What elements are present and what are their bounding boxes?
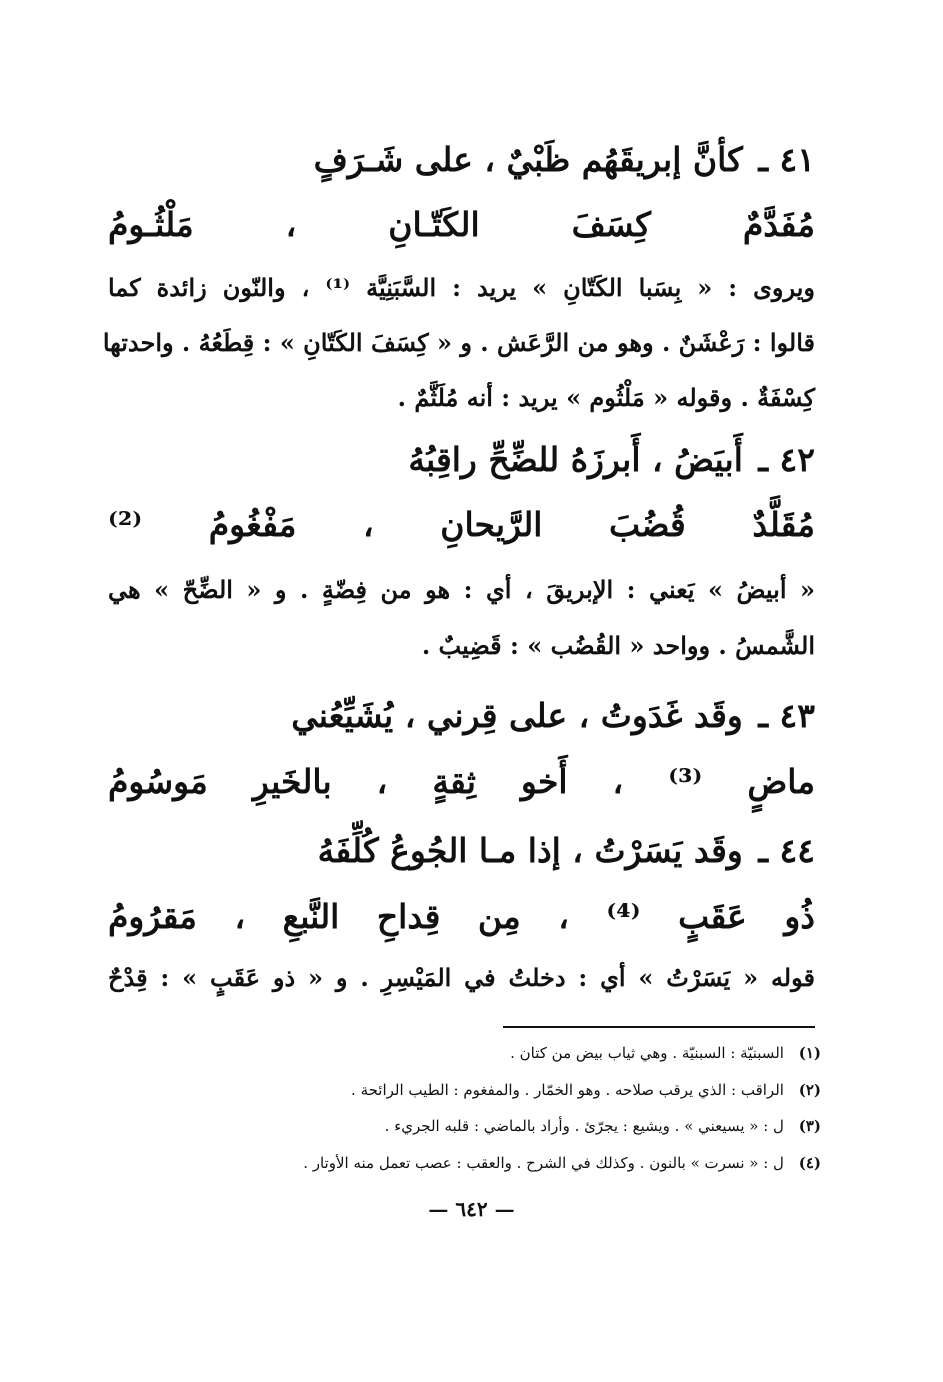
commentary-line: قوله « يَسَرْتُ » أي : دخلتُ في المَيْسِرِ . و « ذو عَقَبٍ » : قِدْحٌ bbox=[108, 963, 815, 992]
verse-number: ٤٢ ـ bbox=[758, 440, 815, 479]
footnote-number: (١) bbox=[798, 1044, 821, 1062]
commentary-line: ويروى : « بِسَبا الكَتّانِ » يريد : السَّبَنِيَّة ⁽¹⁾ ، والنّون زائدة كما bbox=[108, 273, 815, 302]
footnote-separator bbox=[503, 1026, 815, 1028]
verse-42-second-hemistich: مُقَلَّدٌ قُضُبَ الرَّيحانِ ، مَفْغُومُ ⁽²⁾ bbox=[108, 505, 815, 544]
hemistich-text: وقَد يَسَرْتُ ، إذا مـا الجُوعُ كُلِّفَهُ bbox=[317, 831, 743, 870]
footnote-number: (٢) bbox=[798, 1081, 821, 1099]
commentary-line: قالوا : رَعْشَنٌ . وهو من الرَّعَش . و « كِسَفَ الكَتّانِ » : قِطَعُهُ . واحدتها bbox=[102, 328, 815, 357]
footnote-3 bbox=[120, 1115, 821, 1137]
hemistich-text: كأنَّ إبريقَهُم ظَبْيٌ ، على شَـرَفٍ bbox=[313, 140, 743, 179]
footnote-number: (٤) bbox=[798, 1154, 821, 1172]
verse-43-second-hemistich: ماضٍ ⁽³⁾ ، أَخو ثِقةٍ ، بالخَيرِ مَوسُومُ bbox=[108, 762, 815, 801]
footnote-text: الراقب : الذي يرقب صلاحه . وهو الخمّار . والمفغوم : الطيب الرائحة . bbox=[351, 1081, 784, 1099]
verse-44-first-hemistich bbox=[108, 831, 815, 871]
verse-number: ٤٣ ـ bbox=[758, 696, 815, 735]
page-number: — ٦٤٢ — bbox=[428, 1197, 515, 1221]
commentary-line: كِسْفَةٌ . وقوله « مَلْثُوم » يريد : أنه مُلَثَّمٌ . bbox=[397, 383, 815, 412]
footnote-text: ل : « نسرت » بالنون . وكذلك في الشرح . والعقب : عصب تعمل منه الأوتار . bbox=[303, 1154, 784, 1172]
hemistich-text: وقَد غَدَوتُ ، على قِرني ، يُشَيِّعُني bbox=[291, 696, 743, 735]
verse-42-first-hemistich bbox=[108, 440, 815, 480]
verse-number: ٤٤ ـ bbox=[758, 831, 815, 870]
verse-41-first-hemistich bbox=[108, 140, 815, 180]
verse-41-second-hemistich: مُفَدَّمٌ كِسَفَ الكَتّـانِ ، مَلْثُـومُ bbox=[108, 205, 815, 244]
footnote-text: ل : « يسيعني » . ويشيع : يجرّئ . وأراد بالماضي : قلبه الجريء . bbox=[384, 1117, 784, 1135]
verse-number: ٤١ ـ bbox=[758, 140, 815, 179]
footnote-4 bbox=[120, 1152, 821, 1174]
footnote-text: السبنيّة : السبنيّة . وهي ثياب بيض من كتان . bbox=[510, 1044, 784, 1062]
footnote-number: (٣) bbox=[798, 1117, 821, 1135]
footnote-1 bbox=[120, 1042, 821, 1064]
verse-43-first-hemistich bbox=[108, 696, 815, 736]
commentary-line: « أبيضُ » يَعني : الإبريقَ ، أي : هو من فِضّةٍ . و « الضِّحّ » هي bbox=[108, 575, 815, 604]
footnote-2 bbox=[120, 1079, 821, 1101]
verse-44-second-hemistich: ذُو عَقَبٍ ⁽⁴⁾ ، مِن قِداحِ النَّبعِ ، مَقرُومُ bbox=[108, 897, 815, 936]
commentary-line: الشَّمسُ . وواحد « القُضُب » : قَضِيبٌ . bbox=[421, 631, 815, 660]
hemistich-text: أَبيَضُ ، أَبرزَهُ للضِّحِّ راقِبُهُ bbox=[408, 440, 743, 479]
